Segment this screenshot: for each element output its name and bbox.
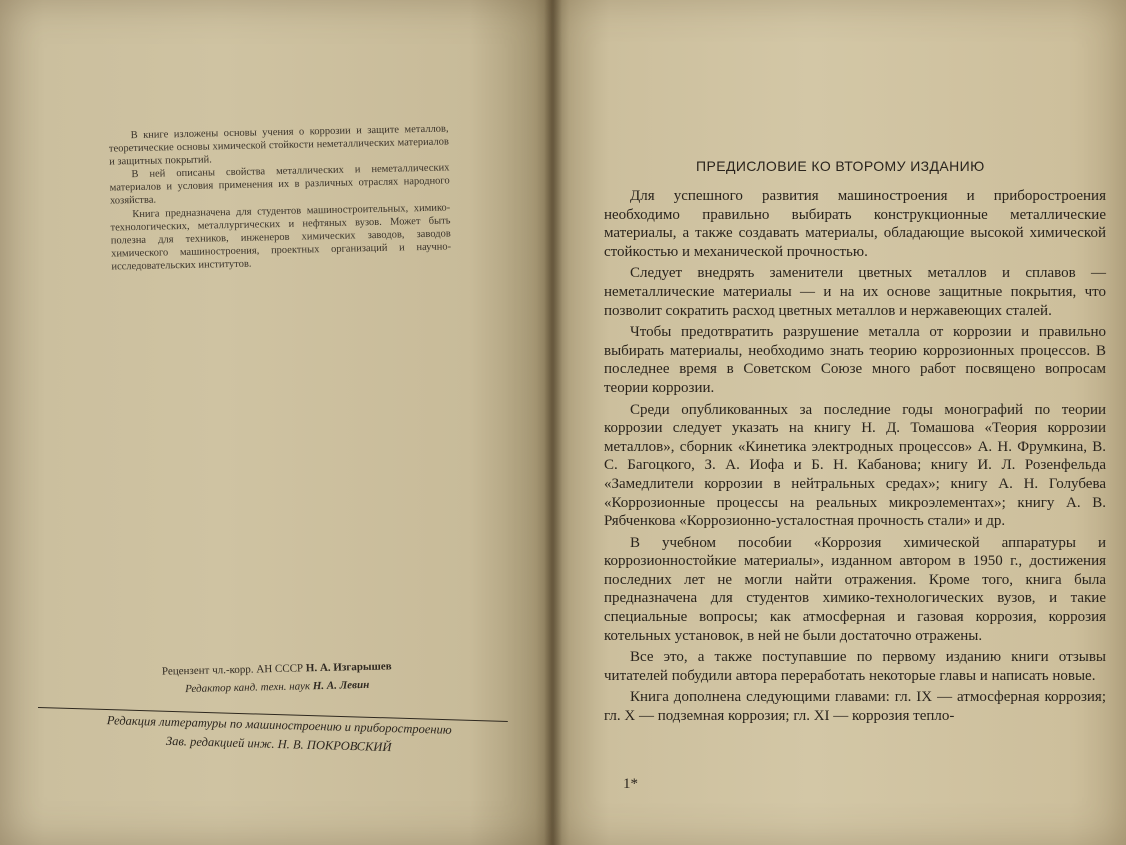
reviewer-prefix: Рецензент чл.-корр. АН СССР — [161, 662, 304, 678]
preface-paragraph: Для успешного развития машиностроения и приборостроения необходимо правильно выбирать конструкционные металлические материалы, а также создавать материалы, обладающие высокой химической стойкостью и механической прочностью. — [604, 188, 1106, 260]
imprint-line-2: Зав. редакцией инж. Н. В. ПОКРОВСКИЙ — [165, 733, 392, 755]
annotation-paragraph: Книга предназначена для студентов машиностроительных, химико-технологических, металлургических и нефтяных вузов. Может быть полезна для техников, инженеров химических заводов, заводов химического машиностроения, проектных организаций и научно-исследовательских институтов. — [110, 202, 452, 273]
reviewer-name: Н. А. Изгарышев — [305, 660, 392, 675]
book-annotation — [109, 122, 452, 273]
imprint-line-1: Редакция литературы по машиностроению и приборостроению — [106, 713, 452, 737]
preface-paragraph: Книга дополнена следующими главами: гл. IX — атмосферная коррозия; гл. X — подземная коррозия; гл. XI — коррозия тепло- — [604, 689, 1106, 725]
preface-paragraph: Все это, а также поступавшие по первому изданию книги отзывы читателей побудили автора переработать некоторые главы и написать новые. — [604, 649, 1106, 684]
credits-block — [112, 656, 443, 699]
annotation-paragraph: В ней описаны свойства металлических и неметаллических материалов и условия применения их в различных отраслях народного хозяйства. — [109, 162, 450, 208]
book-gutter — [544, 0, 562, 845]
preface-paragraph: Среди опубликованных за последние годы монографий по теории коррозии следует указать на книгу Н. Д. Томашова «Теория коррозии металлов», сборник «Кинетика электродных процессов» А. Н. Фрумкина, В. С. Багоцкого, З. А. Иофа и Б. Н. Кабанова; книгу И. Л. Розенфельда «Замедлители коррозии в нейтральных средах»; книгу А. Н. Голубева «Коррозионные процессы на реальных микроэлементах»; книгу А. В. Рябченкова «Коррозионно-усталостная прочность стали» и др. — [604, 401, 1106, 530]
preface-body — [604, 187, 1106, 729]
preface-paragraph: Чтобы предотвратить разрушение металла от коррозии и правильно выбирать материалы, необходимо знать теорию коррозионных процессов. В последнее время в Советском Союзе много работ посвящено вопросам теории коррозии. — [604, 324, 1106, 396]
signature-mark: 1* — [623, 776, 638, 792]
preface-paragraph: В учебном пособии «Коррозия химической аппаратуры и коррозионностойкие материалы», изданном автором в 1950 г., достижения последних лет не могли найти отражения. Кроме того, книга была предназначена для студентов химико-технологических вузов, и такие специальные вопросы; как атмосферная и газовая коррозия, коррозия котельных установок, в ней не были достаточно отражены. — [604, 534, 1106, 644]
editor-prefix: Редактор канд. техн. наук — [184, 680, 311, 696]
annotation-paragraph: В книге изложены основы учения о коррозии и защите металлов, теоретические основы химической стойкости неметаллических материалов и защитных покрытий. — [108, 123, 449, 168]
preface-paragraph: Следует внедрять заменители цветных металлов и сплавов — неметаллические материалы — и на их основе защитные покрытия, что позволит сократить расход цветных металлов и нержавеющих сталей. — [604, 265, 1106, 319]
preface-title: ПРЕДИСЛОВИЕ КО ВТОРОМУ ИЗДАНИЮ — [696, 158, 985, 174]
editor-name: Н. А. Левин — [312, 678, 370, 693]
left-page — [0, 0, 552, 845]
